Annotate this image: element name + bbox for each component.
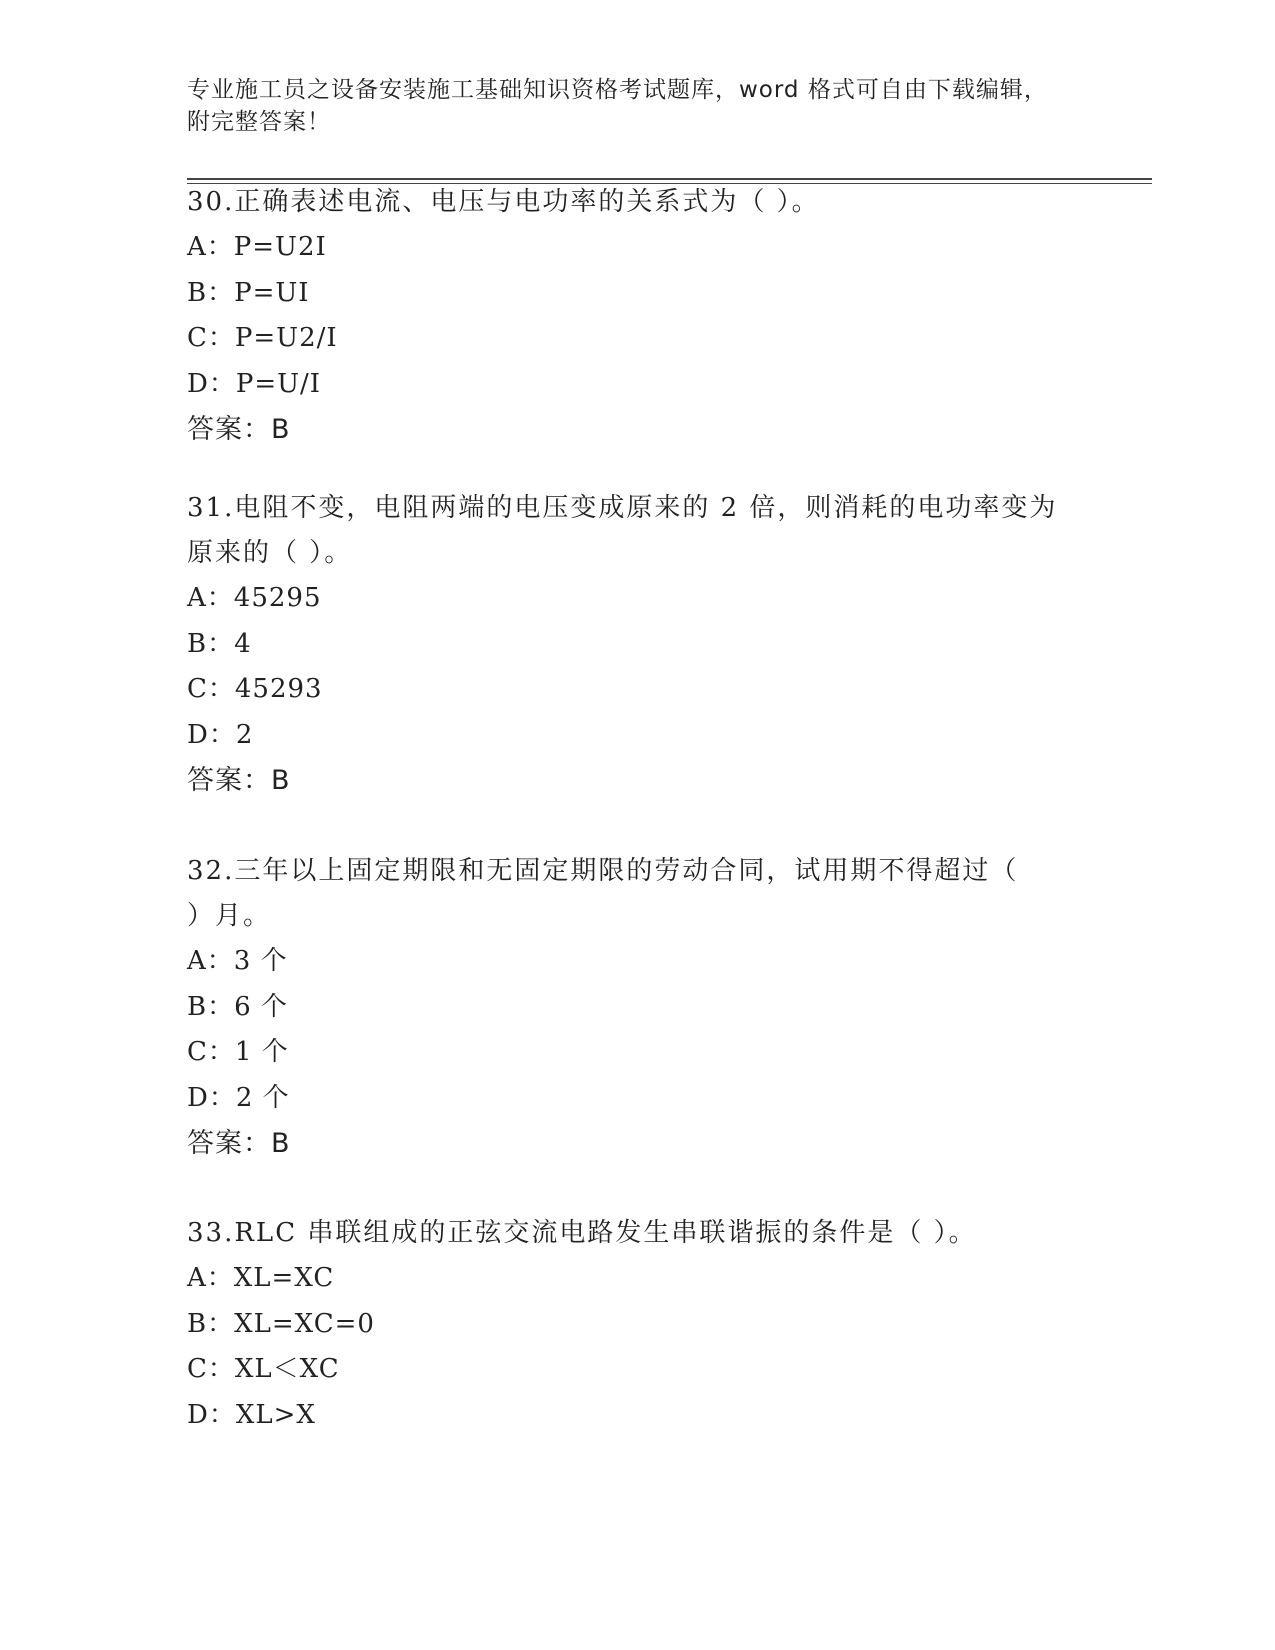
question-stem: 30.正确表述电流、电压与电功率的关系式为（ ）。 xyxy=(187,187,820,217)
document-header xyxy=(187,74,1087,138)
option-b: B：4 xyxy=(187,628,252,659)
question-stem: 32.三年以上固定期限和无固定期限的劳动合同，试用期不得超过（ xyxy=(187,856,1019,886)
question-32 xyxy=(187,849,1087,1166)
option-a: A：3 个 xyxy=(187,946,288,976)
option-d: D：2 个 xyxy=(187,1082,290,1113)
answer-label: 答案：B xyxy=(187,414,291,445)
question-31 xyxy=(187,486,1087,803)
question-stem-continued: 原来的（ ）。 xyxy=(187,538,353,568)
option-a: A：P=U2I xyxy=(187,232,327,262)
option-c: C：P=U2/I xyxy=(187,323,338,353)
question-30 xyxy=(187,180,1087,452)
option-c: C：45293 xyxy=(187,674,323,704)
option-b: B：P=UI xyxy=(187,277,310,308)
question-stem-continued: ）月。 xyxy=(187,901,272,931)
option-d: D：XL>X xyxy=(187,1399,316,1430)
header-line-1: 专业施工员之设备安装施工基础知识资格考试题库，word 格式可自由下载编辑， xyxy=(187,77,1048,103)
option-d: D：2 xyxy=(187,719,254,750)
option-a: A：XL=XC xyxy=(187,1263,335,1293)
option-c: C：XL＜XC xyxy=(187,1354,340,1384)
answer-label: 答案：B xyxy=(187,765,291,796)
option-d: D：P=U/I xyxy=(187,368,322,399)
option-a: A：45295 xyxy=(187,583,322,613)
option-b: B：6 个 xyxy=(187,991,288,1022)
answer-label: 答案：B xyxy=(187,1128,291,1159)
question-stem: 31.电阻不变，电阻两端的电压变成原来的 2 倍，则消耗的电功率变为 xyxy=(187,493,1058,523)
question-33 xyxy=(187,1211,1087,1438)
question-stem: 33.RLC 串联组成的正弦交流电路发生串联谐振的条件是（ ）。 xyxy=(187,1218,977,1248)
option-b: B：XL=XC=0 xyxy=(187,1308,375,1339)
option-c: C：1 个 xyxy=(187,1037,289,1067)
header-line-2: 附完整答案！ xyxy=(187,109,331,135)
